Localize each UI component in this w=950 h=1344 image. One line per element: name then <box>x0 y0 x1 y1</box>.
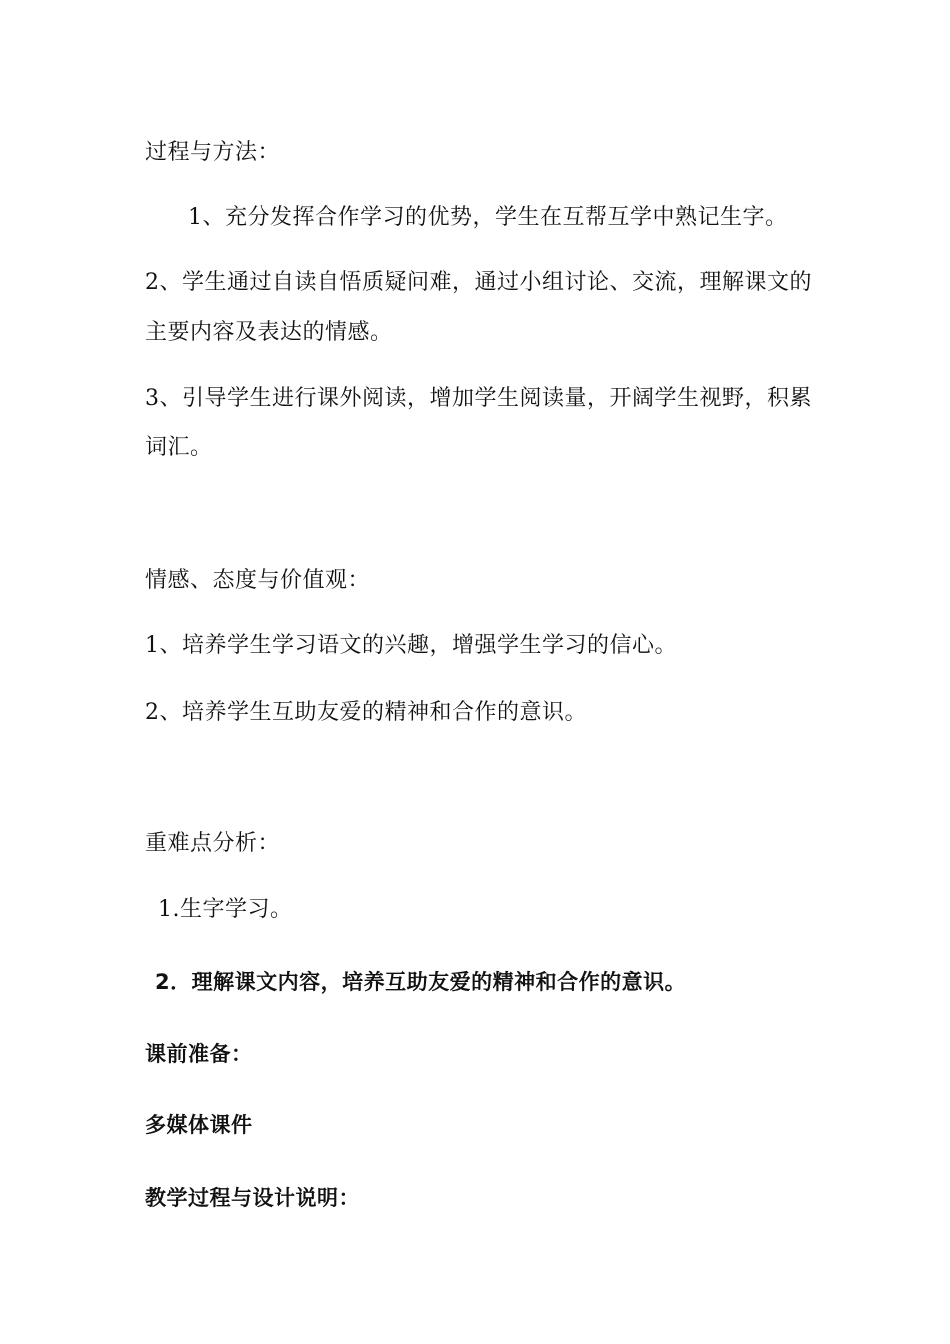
preparation-content: 多媒体课件 <box>145 1113 253 1137</box>
key-points-item-1: 1.生字学习。 <box>158 897 293 922</box>
process-item-2-line-1: 2、学生通过自读自悟质疑问难，通过小组讨论、交流，理解课文的 <box>145 270 812 295</box>
process-item-1: 1、充分发挥合作学习的优势，学生在互帮互学中熟记生字。 <box>188 205 788 230</box>
teaching-heading: 教学过程与设计说明： <box>145 1186 360 1210</box>
key-points-heading: 重难点分析： <box>145 831 281 856</box>
preparation-heading: 课前准备： <box>145 1042 253 1066</box>
process-item-3-line-1: 3、引导学生进行课外阅读，增加学生阅读量，开阔学生视野，积累 <box>145 386 812 411</box>
emotion-item-1: 1、培养学生学习语文的兴趣，增强学生学习的信心。 <box>145 633 677 658</box>
process-item-2-line-2: 主要内容及表达的情感。 <box>145 320 393 345</box>
key-points-item-2: 2．理解课文内容，培养互助友爱的精神和合作的意识。 <box>155 970 687 994</box>
process-heading: 过程与方法： <box>145 140 281 165</box>
emotion-heading: 情感、态度与价值观： <box>145 568 371 593</box>
emotion-item-2: 2、培养学生互助友爱的精神和合作的意识。 <box>145 700 587 725</box>
process-item-3-line-2: 词汇。 <box>145 435 213 460</box>
